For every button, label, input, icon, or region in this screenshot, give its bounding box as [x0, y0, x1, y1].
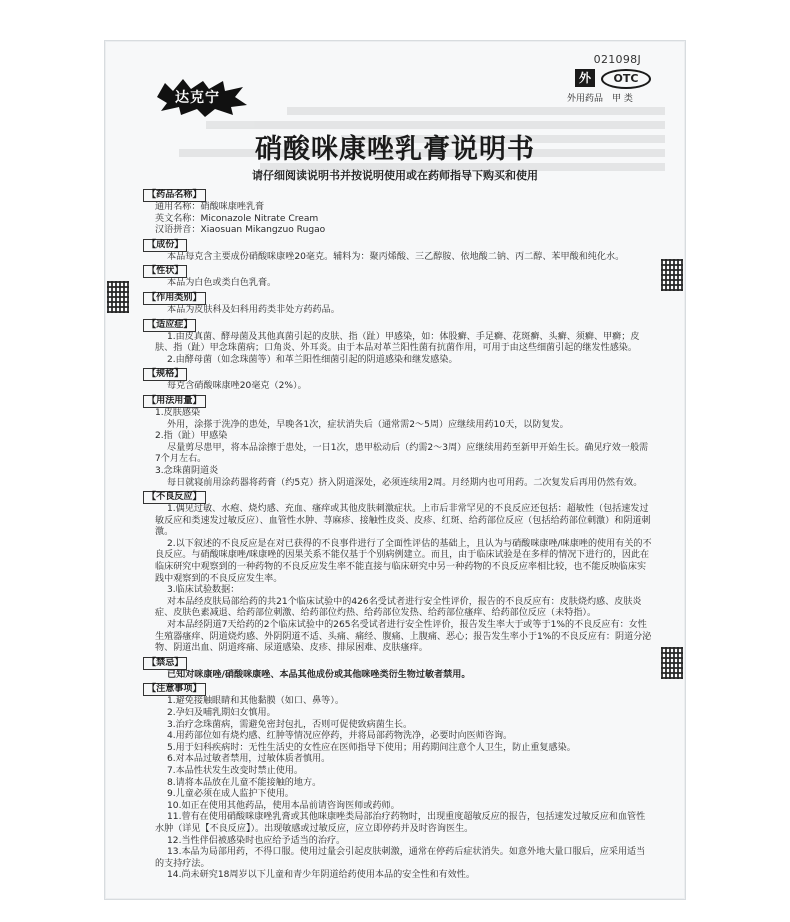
precaution-item: 8.请将本品放在儿童不能接触的地方。 [167, 777, 322, 788]
section-heading-indications: 【适应症】 [143, 319, 196, 332]
usage-text: 每日就寝前用涂药器将药膏（约5克）挤入阴道深处，必须连续用2周。月经期内也可用药。二次复发后再用仍然有效。 [167, 477, 643, 488]
precaution-item: 12.当性伴侣被感染时也应给予适当的治疗。 [167, 835, 346, 846]
adverse-text: 对本品经阴道7天给药的2个临床试验中的265名受试者进行安全性评价，报告发生率大于或等于1%的不良反应有：女性生殖器瘙痒、阴道烧灼感、外阴阴道不适、头痛、痛经、腹痛、上腹痛、恶心；报告发生率小于1%的不良反应有：阴道分泌物、阴道出血、阴道疼痛、尿道感染、皮疹、排尿困难、皮肤瘙痒。 [155, 620, 652, 654]
precaution-item: 10.如正在使用其他药品，使用本品前请咨询医师或药师。 [167, 800, 400, 811]
page-subtitle: 请仔细阅读说明书并按说明使用或在药师指导下购买和使用 [252, 169, 538, 182]
pinyin-name: 汉语拼音：Xiaosuan Mikangzuo Rugao [155, 225, 326, 236]
indication-item: 2.由酵母菌（如念珠菌等）和革兰阳性细菌引起的阴道感染和继发感染。 [167, 354, 458, 365]
section-heading-spec: 【规格】 [143, 368, 187, 381]
precaution-item: 6.对本品过敏者禁用，过敏体质者慎用。 [167, 754, 331, 765]
usage-subheading: 1.皮肤感染 [155, 407, 201, 418]
usage-text: 外用，涂搽于洗净的患处，早晚各1次，症状消失后（通常需2～5周）应继续用药10天，以防复发。 [167, 419, 569, 430]
section-heading-contraindications: 【禁忌】 [143, 657, 187, 670]
precaution-item: 13.本品为局部用药，不得口服。使用过量会引起皮肤刺激，通常在停药后症状消失。如意外地大量口服后，应采用适当的支持疗法。 [155, 847, 646, 869]
adverse-text: 2.以下叙述的不良反应是在对已获得的不良事件进行了全面性评估的基础上，且认为与硝酸咪康唑/咪康唑的使用有关的不良反应。与硝酸咪康唑/咪康唑的因果关系不能仅基于个别病例建立。而且，由于临床试验是在多样的情况下进行的，因此在临床研究中观察到的一种药物的不良反应发生率不能直接与临床研究中另一种药物的不良反应率相比较，也不能反映临床实践中观察到的不良反应发生率。 [155, 538, 652, 584]
precaution-item: 4.用药部位如有烧灼感、红肿等情况应停药，并将局部药物洗净，必要时向医师咨询。 [167, 731, 513, 742]
page-title: 硝酸咪康唑乳膏说明书 [255, 134, 535, 165]
english-name: 英文名称：Miconazole Nitrate Cream [155, 213, 319, 224]
properties-text: 本品为白色或类白色乳膏。 [167, 278, 277, 289]
category-text: 本品为皮肤科及妇科用药类非处方药药品。 [167, 304, 340, 315]
precaution-item: 5.用于妇科疾病时：无性生活史的女性应在医师指导下使用；用药期间注意个人卫生，防止重复感染。 [167, 742, 576, 753]
precaution-item: 9.儿童必须在成人监护下使用。 [167, 789, 294, 800]
precaution-item: 3.治疗念珠菌病，需避免密封包扎，否则可促使致病菌生长。 [167, 719, 413, 730]
adverse-text: 1.偶见过敏、水疱、烧灼感、充血、瘙痒或其他皮肤刺激症状。上市后非常罕见的不良反应还包括：超敏性（包括速发过敏反应和类速发过敏反应）、血管性水肿、荨麻疹、接触性皮炎、皮疹、红斑、给药部位反应（包括给药部位刺激）和阴道刺激。 [155, 504, 651, 538]
section-heading-usage: 【用法用量】 [143, 395, 206, 408]
section-heading-adverse: 【不良反应】 [143, 491, 206, 504]
otc-badge: OTC [601, 69, 651, 89]
section-heading-composition: 【成份】 [143, 239, 187, 252]
section-heading-precautions: 【注意事项】 [143, 683, 206, 696]
instruction-sheet [104, 40, 686, 900]
precaution-item: 7.本品性状发生改变时禁止使用。 [167, 765, 303, 776]
usage-subheading: 3.念珠菌阴道炎 [155, 465, 219, 476]
otc-caption: 外用药品 甲 类 [567, 94, 633, 104]
adverse-text: 对本品经皮肤局部给药的共21个临床试验中的426名受试者进行安全性评价，报告的不良反应有：皮肤烧灼感、皮肤炎症、皮肤色素减退、给药部位刺激、给药部位灼热、给药部位发热、给药部位瘙痒、给药部位反应（未特指）。 [155, 596, 642, 619]
indication-item: 1.由皮真菌、酵母菌及其他真菌引起的皮肤、指（趾）甲感染，如：体股癣、手足癣、花斑癣、头癣、须癣、甲癣；皮肤、指（趾）甲念珠菌病；口角炎、外耳炎。由于本品对革兰阳性菌有抗菌作用，可用于由这些细菌引起的继发性感染。 [155, 331, 640, 354]
brand-logo [151, 75, 249, 117]
qr-code-icon [661, 259, 683, 291]
qr-code-icon [661, 647, 683, 679]
section-heading-category: 【作用类别】 [143, 292, 206, 305]
precaution-item: 1.避免接触眼睛和其他黏膜（如口、鼻等）。 [167, 696, 344, 707]
section-heading-name: 【药品名称】 [143, 189, 206, 202]
precaution-item: 11.曾有在使用硝酸咪康唑乳膏或其他咪康唑类局部治疗药物时，出现重度超敏反应的报告，包括速发过敏反应和血管性水肿（详见【不良反应】）。出现敏感或过敏反应，应立即停药并及时咨询医生。 [155, 812, 646, 834]
leaflet-content [143, 187, 653, 882]
contraindications-text: 已知对咪康唑/硝酸咪康唑、本品其他成份或其他咪唑类衍生物过敏者禁用。 [167, 669, 471, 680]
usage-text: 尽量剪尽患甲，将本品涂擦于患处，一日1次，患甲松动后（约需2～3周）应继续用药至新甲开始生长。确见疗效一般需7个月左右。 [155, 442, 649, 465]
generic-name: 通用名称：硝酸咪康唑乳膏 [155, 202, 265, 212]
section-heading-properties: 【性状】 [143, 265, 187, 278]
usage-subheading: 2.指（趾）甲感染 [155, 431, 228, 442]
external-use-mark: 外 [575, 69, 595, 87]
precaution-item: 14.尚未研究18周岁以下儿童和青少年阴道给药使用本品的安全性和有效性。 [167, 870, 475, 881]
composition-text: 本品每克含主要成份硝酸咪康唑20毫克。辅料为：聚丙烯酸、三乙醇胺、依地酸二钠、丙二醇、苯甲酸和纯化水。 [167, 251, 625, 262]
spec-text: 每克含硝酸咪康唑20毫克（2%）。 [167, 381, 307, 392]
precaution-item: 2.孕妇及哺乳期妇女慎用。 [167, 708, 276, 718]
adverse-text: 3.临床试验数据： [167, 585, 240, 596]
qr-code-icon [107, 281, 129, 313]
logo-text: 达克宁 [175, 90, 220, 106]
document-code: 021098J [593, 53, 641, 66]
